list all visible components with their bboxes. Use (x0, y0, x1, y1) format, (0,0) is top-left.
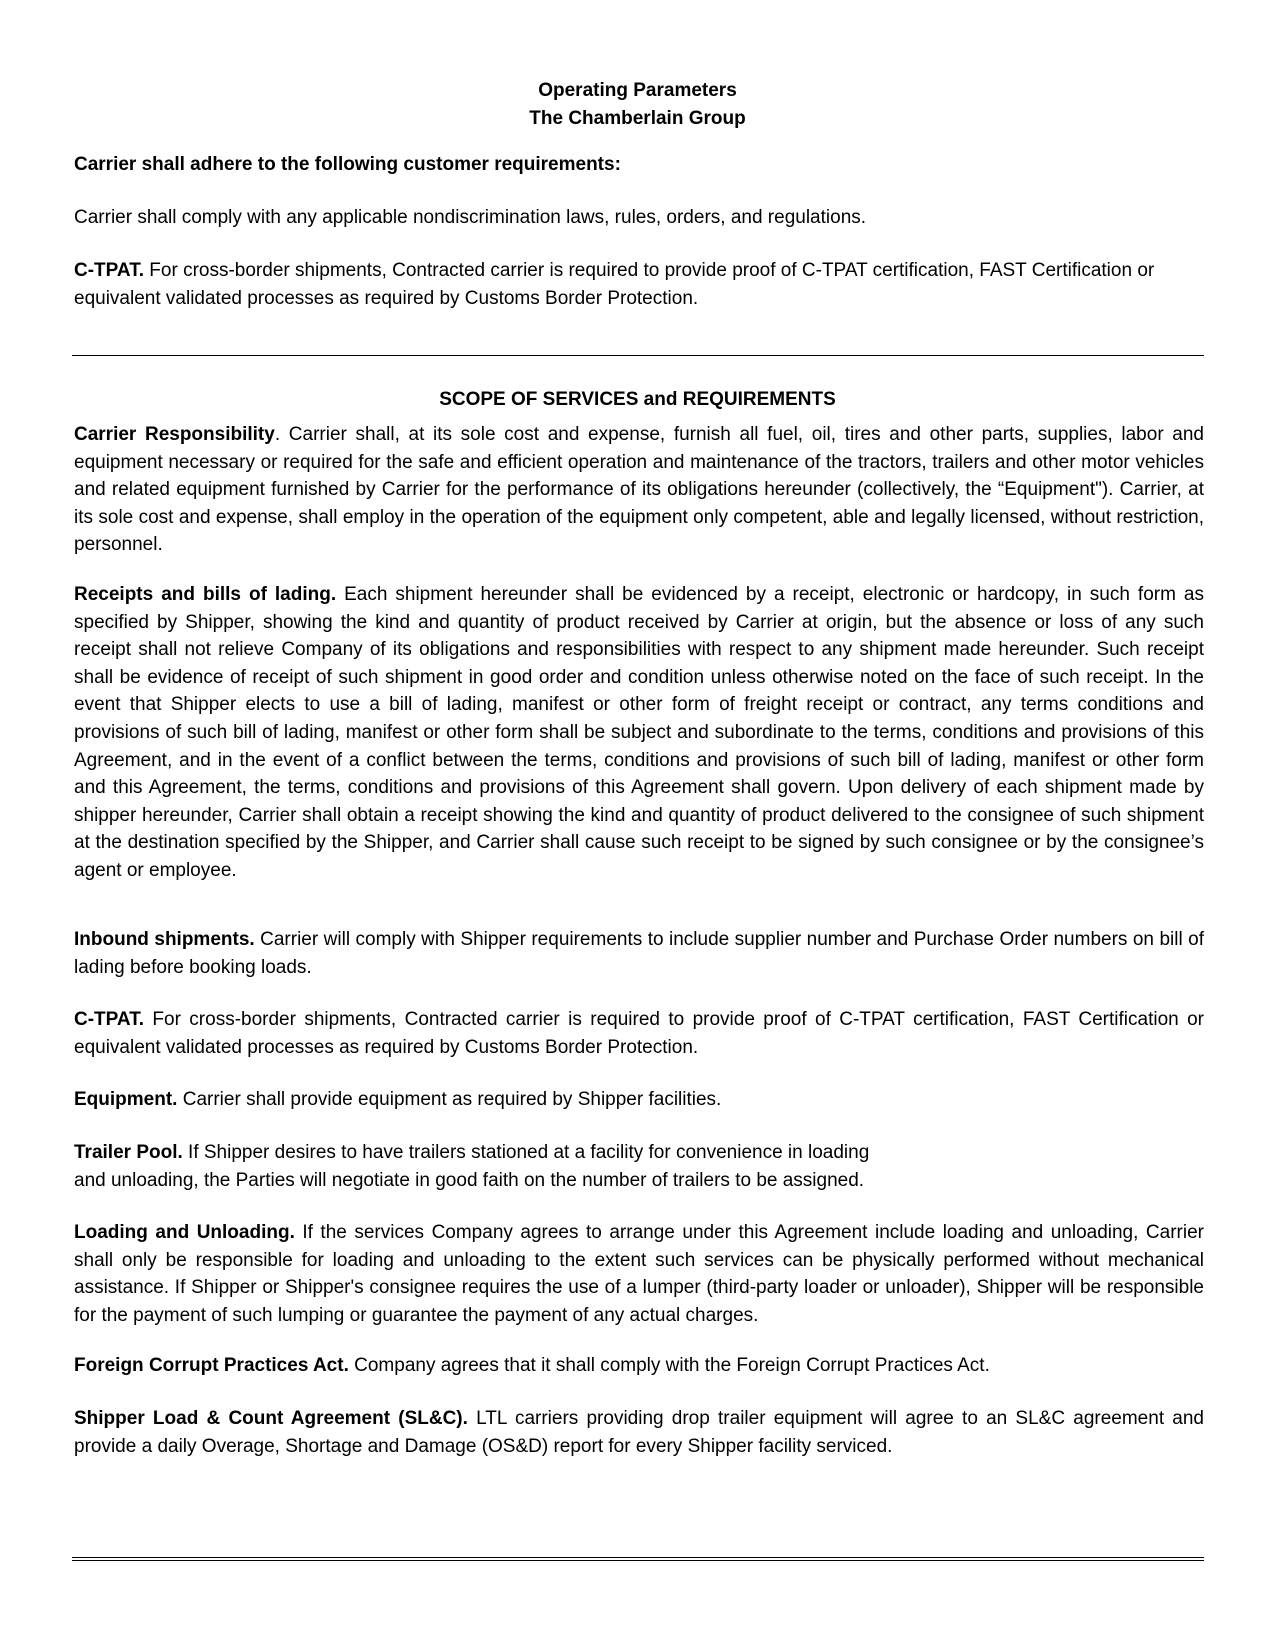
nondiscrimination-paragraph (74, 204, 1204, 232)
section-inbound-shipments (74, 926, 1204, 981)
section-label: C-TPAT. (74, 1009, 145, 1030)
section-text: LTL carriers providing drop trailer equipment will agree to an SL&C agreement and provide a daily Overage, Shortage and Damage (OS&D) report for every Shipper facility serviced. (74, 1408, 1205, 1457)
section-slc-agreement (74, 1405, 1204, 1460)
section-text: For cross-border shipments, Contracted carrier is required to provide proof of C-TPAT certification, FAST Certification or equivalent validated processes as required by Customs Border Protection. (74, 1009, 1204, 1058)
section-text: If Shipper desires to have trailers stationed at a facility for convenience in loading (182, 1142, 870, 1163)
section-label: Trailer Pool. (74, 1142, 183, 1163)
nondiscrimination-text: Carrier shall comply with any applicable nondiscrimination laws, rules, orders, and regulations. (74, 207, 867, 228)
section-text: Carrier shall provide equipment as required by Shipper facilities. (177, 1089, 722, 1110)
section-text: Company agrees that it shall comply with the Foreign Corrupt Practices Act. (348, 1355, 990, 1376)
section-equipment (74, 1086, 1204, 1114)
section-label: Carrier Responsibility (74, 424, 275, 445)
section-text: Carrier will comply with Shipper requirements to include supplier number and Purchase Order numbers on bill of lading before booking loads. (74, 929, 1204, 978)
section-text: . Carrier shall, at its sole cost and expense, furnish all fuel, oil, tires and other parts, supplies, labor and equipment necessary or required for the safe and efficient operation and maintenance of the tractors, trailers and other motor vehicles and related equipment furnished by Carrier for the performance of its obligations hereunder (collectively, the “Equipment"). Carrier, at its sole cost and expense, shall employ in the operation of the equipment only competent, able and legally licensed, without restriction, personnel. (74, 424, 1205, 556)
intro-ctpat-text: For cross-border shipments, Contracted carrier is required to provide proof of C-TPAT certification, FAST Certification or equivalent validated processes as required by Customs Border Protection. (74, 260, 1155, 309)
section-label: Inbound shipments. (74, 929, 255, 950)
scope-title: SCOPE OF SERVICES and REQUIREMENTS (439, 389, 836, 410)
document-title (0, 77, 1275, 132)
section-loading-unloading (74, 1219, 1204, 1329)
footer-double-rule (72, 1557, 1204, 1561)
section-label: Foreign Corrupt Practices Act. (74, 1355, 349, 1376)
section-label: Shipper Load & Count Agreement (SL&C). (74, 1408, 468, 1429)
section-label: Loading and Unloading. (74, 1222, 295, 1243)
intro-heading (74, 151, 1204, 179)
section-receipts-bills-of-lading (74, 581, 1204, 885)
section-text: Each shipment hereunder shall be evidenced by a receipt, electronic or hardcopy, in such form as specified by Shipper, showing the kind and quantity of product received by Carrier at origin, but the absence or loss of any such receipt shall not relieve Company of its obligations and responsibilities with respect to any shipment made hereunder. Such receipt shall be evidence of receipt of such shipment in good order and condition unless otherwise noted on the face of such receipt. In the event that Shipper elects to use a bill of lading, manifest or other form of freight receipt or contract, any terms conditions and provisions of such bill of lading, manifest or other form shall be subject and subordinate to the terms, conditions and provisions of this Agreement, and in the event of a conflict between the terms, conditions and provisions of such bill of lading, manifest or other form and this Agreement, the terms, conditions and provisions of this Agreement shall govern. Upon delivery of each shipment made by shipper hereunder, Carrier shall obtain a receipt showing the kind and quantity of product delivered to the consignee of such shipment at the destination specified by the Shipper, and Carrier shall cause such receipt to be signed by such consignee or by the consignee’s agent or employee. (74, 584, 1204, 881)
section-text-continued: and unloading, the Parties will negotiate in good faith on the number of trailers to be assigned. (74, 1169, 865, 1191)
intro-ctpat-paragraph (74, 257, 1194, 312)
intro-heading-text: Carrier shall adhere to the following customer requirements: (74, 154, 621, 175)
section-label: Receipts and bills of lading. (74, 584, 337, 605)
section-label: Equipment. (74, 1089, 178, 1110)
intro-ctpat-label: C-TPAT. (74, 260, 145, 281)
section-fcpa (74, 1352, 1204, 1380)
title-line-1: Operating Parameters (538, 80, 737, 101)
section-text: If the services Company agrees to arrange under this Agreement include loading and unloading, Carrier shall only be responsible for loading and unloading to the extent such services can be physically performed without mechanical assistance. If Shipper or Shipper's consignee requires the use of a lumper (third-party loader or unloader), Shipper will be responsible for the payment of such lumping or guarantee the payment of any actual charges. (74, 1222, 1204, 1326)
section-carrier-responsibility (74, 421, 1204, 559)
title-line-2: The Chamberlain Group (529, 107, 746, 129)
divider (72, 355, 1204, 356)
section-trailer-pool (74, 1139, 1204, 1194)
section-ctpat (74, 1006, 1204, 1061)
